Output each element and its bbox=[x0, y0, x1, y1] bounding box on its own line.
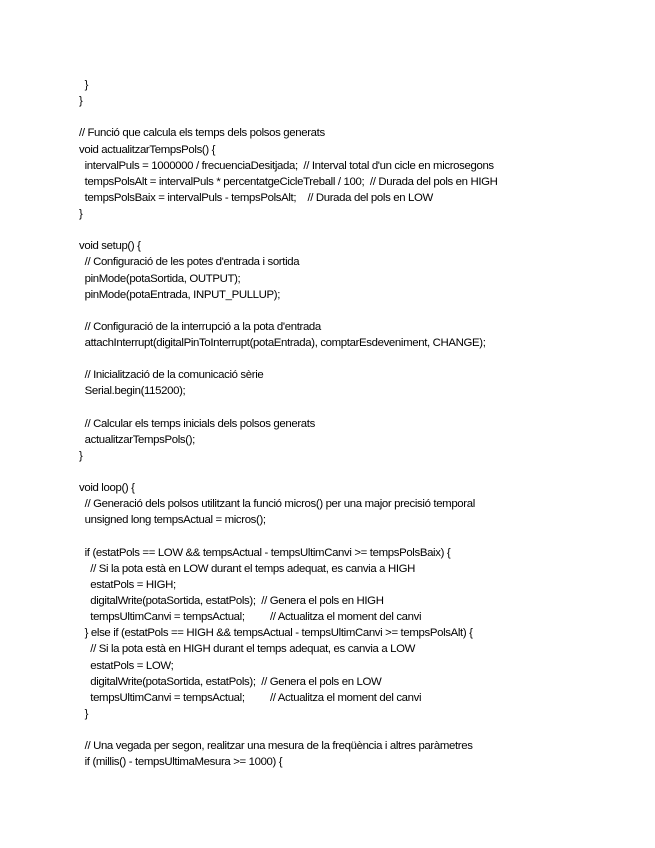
code-line: } else if (estatPols == HIGH && tempsActual - tempsUltimCanvi >= tempsPolsAlt) { bbox=[79, 627, 473, 640]
code-line bbox=[79, 109, 639, 125]
code-line: } bbox=[79, 449, 83, 462]
code-line bbox=[79, 722, 639, 738]
code-line: estatPols = HIGH; bbox=[79, 578, 176, 591]
code-line: if (estatPols == LOW && tempsActual - tempsUltimCanvi >= tempsPolsBaix) { bbox=[79, 546, 451, 559]
code-line: pinMode(potaSortida, OUTPUT); bbox=[79, 272, 241, 285]
code-line bbox=[79, 529, 639, 545]
code-line: pinMode(potaEntrada, INPUT_PULLUP); bbox=[79, 288, 281, 301]
code-line bbox=[79, 464, 639, 480]
code-line: } bbox=[79, 707, 89, 720]
code-line: void setup() { bbox=[79, 240, 141, 253]
code-line: attachInterrupt(digitalPinToInterrupt(potaEntrada), comptarEsdeveniment, CHANGE); bbox=[79, 337, 486, 349]
code-line: } bbox=[79, 95, 83, 108]
code-line: unsigned long tempsActual = micros(); bbox=[79, 514, 266, 527]
code-line: Serial.begin(115200); bbox=[79, 385, 186, 398]
code-line: intervalPuls = 1000000 / frecuenciaDesitjada; // Interval total d'un cicle en microsegons bbox=[79, 159, 494, 172]
code-line: // Una vegada per segon, realitzar una mesura de la freqüència i altres paràmetres bbox=[79, 740, 473, 753]
code-line: // Funció que calcula els temps dels polsos generats bbox=[79, 127, 325, 140]
code-line: tempsUltimCanvi = tempsActual; // Actualitza el moment del canvi bbox=[79, 611, 422, 624]
code-line: // Configuració de la interrupció a la pota d'entrada bbox=[79, 320, 321, 333]
code-line: // Configuració de les potes d'entrada i sortida bbox=[79, 256, 300, 269]
code-line: actualitzarTempsPols(); bbox=[79, 433, 195, 446]
code-line bbox=[79, 351, 639, 367]
code-listing bbox=[79, 77, 639, 770]
code-line: estatPols = LOW; bbox=[79, 659, 174, 672]
code-line: digitalWrite(potaSortida, estatPols); // Genera el pols en LOW bbox=[79, 675, 382, 688]
code-line: // Si la pota està en HIGH durant el temps adequat, es canvia a LOW bbox=[79, 643, 416, 656]
code-line: tempsPolsBaix = intervalPuls - tempsPolsAlt; // Durada del pols en LOW bbox=[79, 191, 433, 204]
code-line: // Inicialització de la comunicació sèrie bbox=[79, 369, 264, 382]
code-line: tempsUltimCanvi = tempsActual; // Actualitza el moment del canvi bbox=[79, 691, 422, 704]
code-line: if (millis() - tempsUltimaMesura >= 1000) { bbox=[79, 756, 283, 769]
code-line bbox=[79, 303, 639, 319]
code-line: void loop() { bbox=[79, 482, 135, 495]
code-line: void actualitzarTempsPols() { bbox=[79, 143, 216, 156]
code-line bbox=[79, 400, 639, 416]
code-line: // Generació dels polsos utilitzant la funció micros() per una major precisió temporal bbox=[79, 498, 475, 511]
code-line: // Si la pota està en LOW durant el temps adequat, es canvia a HIGH bbox=[79, 562, 416, 575]
code-line: // Calcular els temps inicials dels polsos generats bbox=[79, 417, 315, 430]
code-line: tempsPolsAlt = intervalPuls * percentatgeCicleTreball / 100; // Durada del pols en HIGH bbox=[79, 175, 498, 188]
code-line: } bbox=[79, 79, 89, 91]
code-line: } bbox=[79, 208, 83, 220]
code-line: digitalWrite(potaSortida, estatPols); // Genera el pols en HIGH bbox=[79, 595, 384, 607]
code-line bbox=[79, 222, 639, 238]
